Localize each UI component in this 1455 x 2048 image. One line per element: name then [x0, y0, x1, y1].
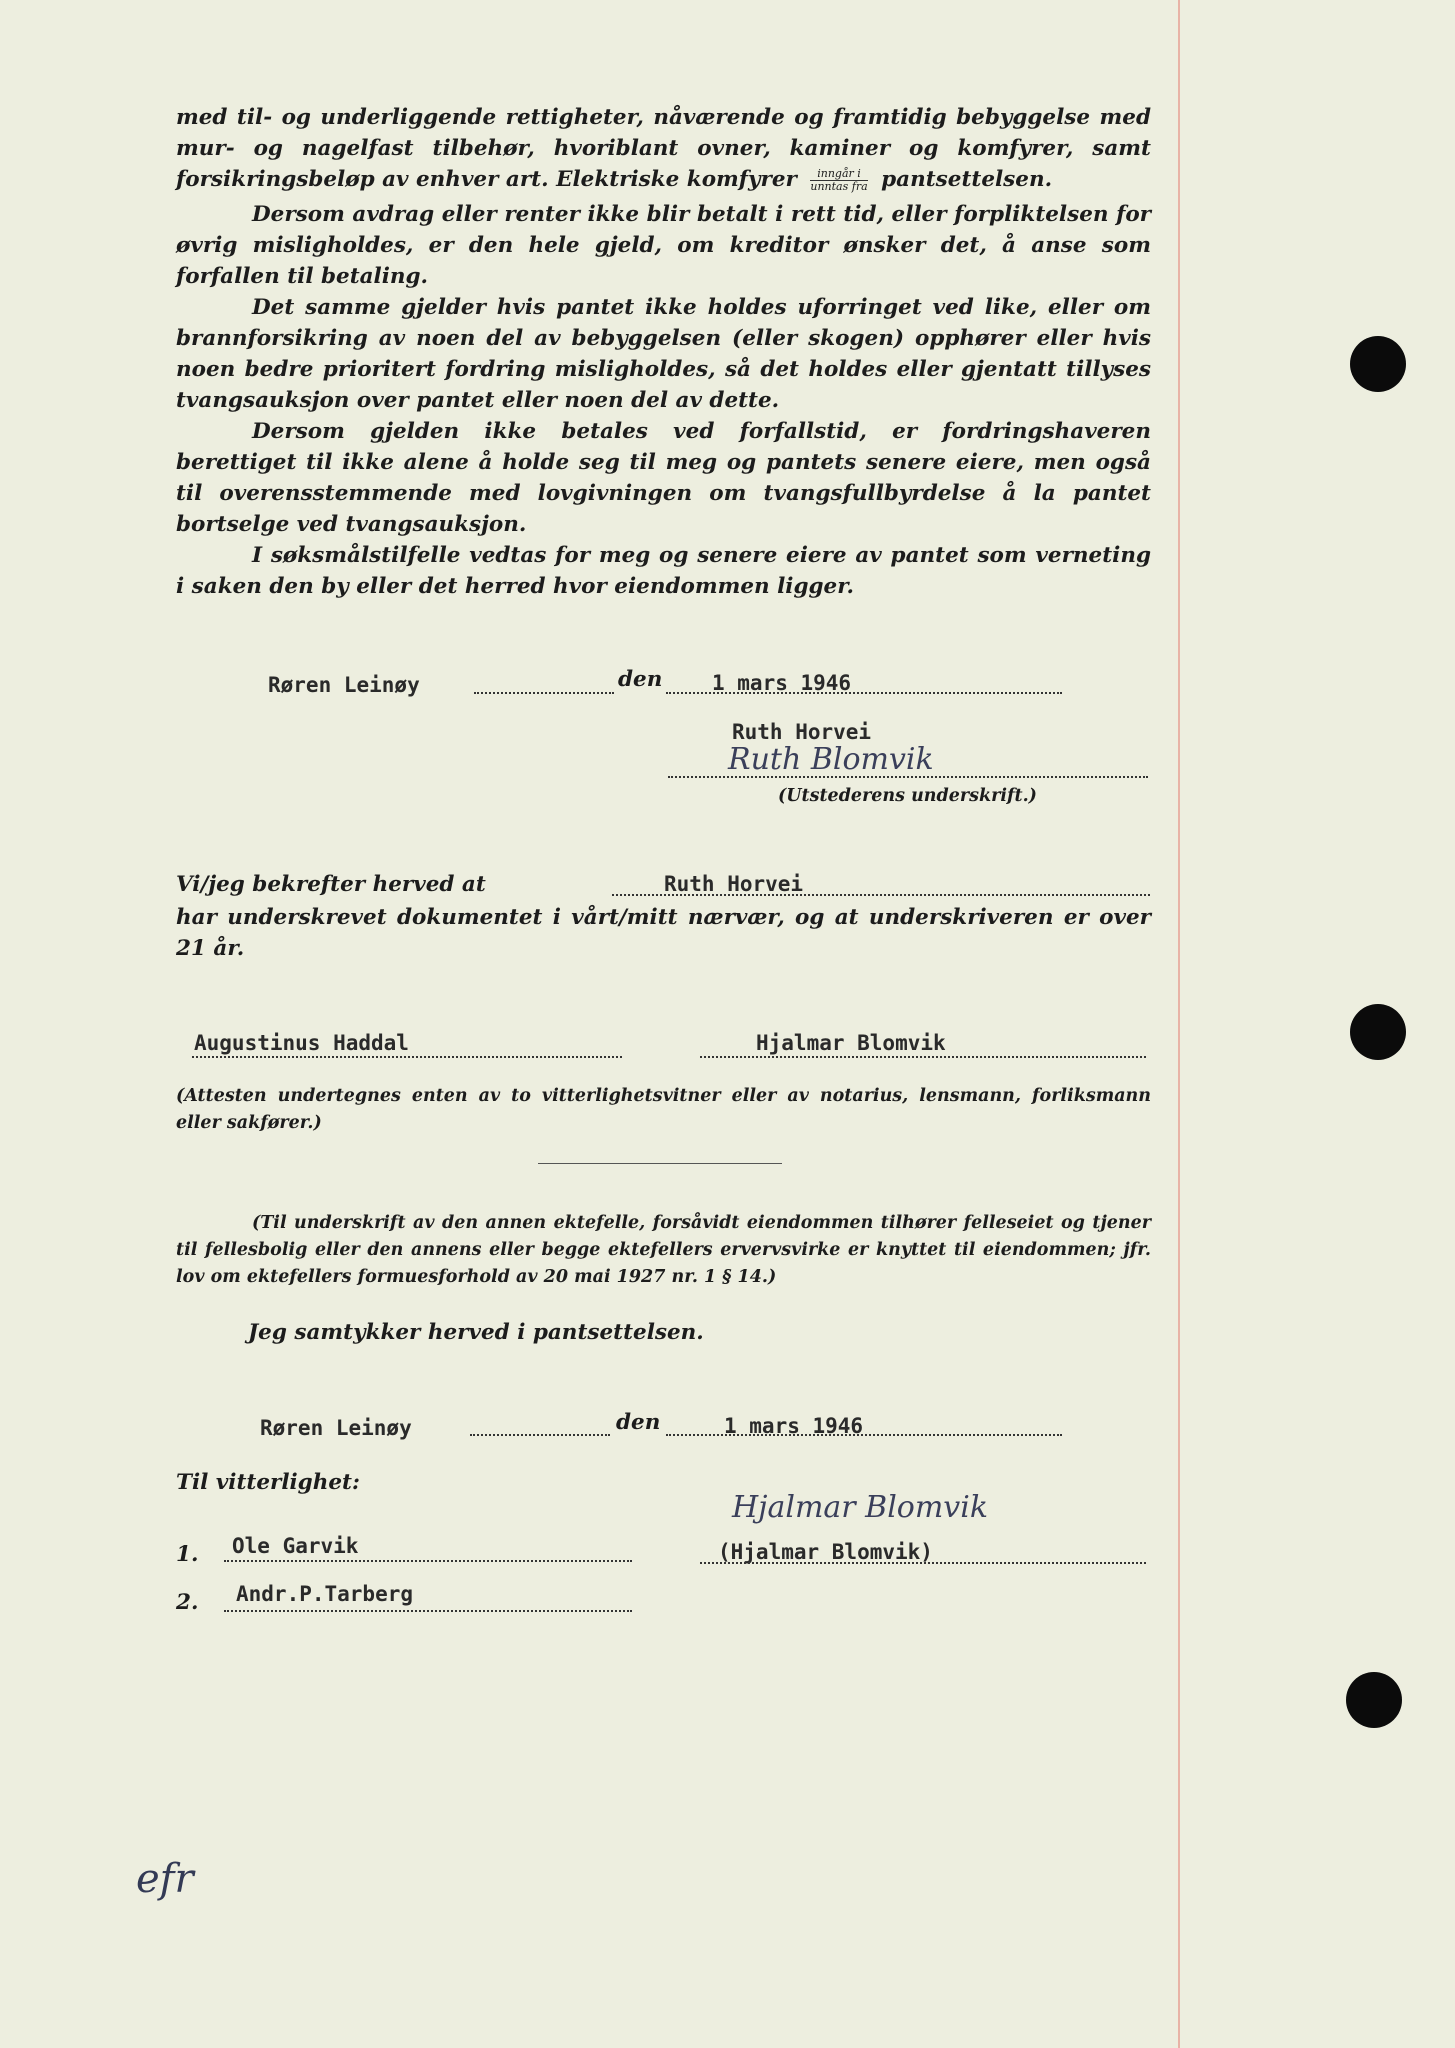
- paragraph-condition: Det samme gjelder hvis pantet ikke holdes uforringet ved like, eller om brannforsikring av noen del av bebyggelsen (eller skogen) opphører eller hvis noen bedre prioritert fordring misligholdes, så det holdes eller gjentatt tillyses tvangsauksjon over pantet eller noen del av dette.: [176, 295, 1151, 413]
- dotted-line: [192, 1056, 622, 1058]
- witness-label: Til vitterlighet:: [176, 1470, 360, 1495]
- divider: [538, 1163, 782, 1164]
- paragraph-default: Dersom avdrag eller renter ikke blir betalt i rett tid, eller forpliktelsen for øvrig misligholdes, er den hele gjeld, om kreditor ønsker det, å anse som forfallen til betaling.: [176, 202, 1151, 289]
- witness-name: Ole Garvik: [232, 1534, 359, 1558]
- witness-name: Hjalmar Blomvik: [756, 1031, 946, 1055]
- spouse-typed-name: (Hjalmar Blomvik): [718, 1540, 933, 1564]
- dotted-line: [474, 692, 614, 694]
- attest-name: Ruth Horvei: [664, 872, 804, 896]
- attest-note: (Attesten undertegnes enten av to vitterlighetsvitner eller av notarius, lensmann, forliksmann eller sakfører.): [176, 1086, 1151, 1133]
- issuer-typed-name: Ruth Horvei: [732, 720, 872, 744]
- spouse-note: (Til underskrift av den annen ektefelle, forsåvidt eiendommen tilhører felleseiet og tjener til fellesbolig eller den annens eller begge ektefellers ervervsvirke er knyttet til eiendommen; jfr. lov om ektefellers formuesforhold av 20 mai 1927 nr. 1 § 14.): [176, 1213, 1151, 1287]
- issuer-place: Røren Leinøy: [268, 673, 420, 697]
- consent-text: Jeg samtykker herved i pantsettelsen.: [248, 1320, 704, 1345]
- dotted-line: [700, 1056, 1146, 1058]
- fraction-choice: [810, 168, 867, 193]
- issuer-caption: (Utstederens underskrift.): [778, 786, 1037, 806]
- paragraph-property: [176, 102, 1151, 195]
- den-label: den: [618, 667, 663, 692]
- den-label: den: [616, 1410, 661, 1435]
- paragraph-enforcement: Dersom gjelden ikke betales ved forfallstid, er fordringshaveren berettiget til ikke alene å holde seg til meg og pantets senere eiere, men også til overensstemmende med lovgivningen om tvangsfullbyrdelse å la pantet bortselge ved tvangsauksjon.: [176, 419, 1151, 537]
- margin-note: efr: [136, 1856, 194, 1902]
- dotted-line: [224, 1610, 632, 1612]
- issuer-date: 1 mars 1946: [712, 671, 852, 695]
- witness-name: Andr.P.Tarberg: [236, 1582, 414, 1606]
- fraction-top: inngår i: [810, 168, 867, 181]
- paragraph-venue: I søksmålstilfelle vedtas for meg og senere eiere av pantet som verneting i saken den by eller det herred hvor eiendommen ligger.: [176, 543, 1151, 599]
- spouse-date: 1 mars 1946: [724, 1414, 864, 1438]
- witness-number: 1.: [176, 1542, 199, 1567]
- signature-line: [700, 1562, 1146, 1564]
- witness-number: 2.: [176, 1590, 199, 1615]
- attest-text-2: har underskrevet dokumentet i vårt/mitt nærvær, og at underskriveren er over 21 år.: [176, 905, 1151, 961]
- punch-hole: [1346, 1672, 1402, 1728]
- attest-text: Vi/jeg bekrefter herved at: [176, 872, 486, 897]
- signature-line: [668, 776, 1148, 778]
- issuer-signature: Ruth Blomvik: [728, 742, 934, 777]
- dotted-line: [470, 1434, 610, 1436]
- punch-hole: [1350, 1004, 1406, 1060]
- paragraph-text: pantsettelsen.: [881, 167, 1053, 192]
- spouse-place: Røren Leinøy: [260, 1416, 412, 1440]
- fraction-bottom: unntas fra: [810, 179, 868, 193]
- dotted-line: [224, 1560, 632, 1562]
- punch-hole: [1350, 336, 1406, 392]
- paragraph-text: med til- og underliggende rettigheter, nåværende og framtidig bebyggelse med mur- og nagelfast tilbehør, hvoriblant ovner, kaminer og komfyrer, samt forsikringsbeløp av enhver art. Elektriske komfyrer: [176, 105, 1151, 192]
- margin-rule: [1178, 0, 1180, 2048]
- spouse-signature: Hjalmar Blomvik: [732, 1490, 989, 1525]
- witness-name: Augustinus Haddal: [194, 1031, 409, 1055]
